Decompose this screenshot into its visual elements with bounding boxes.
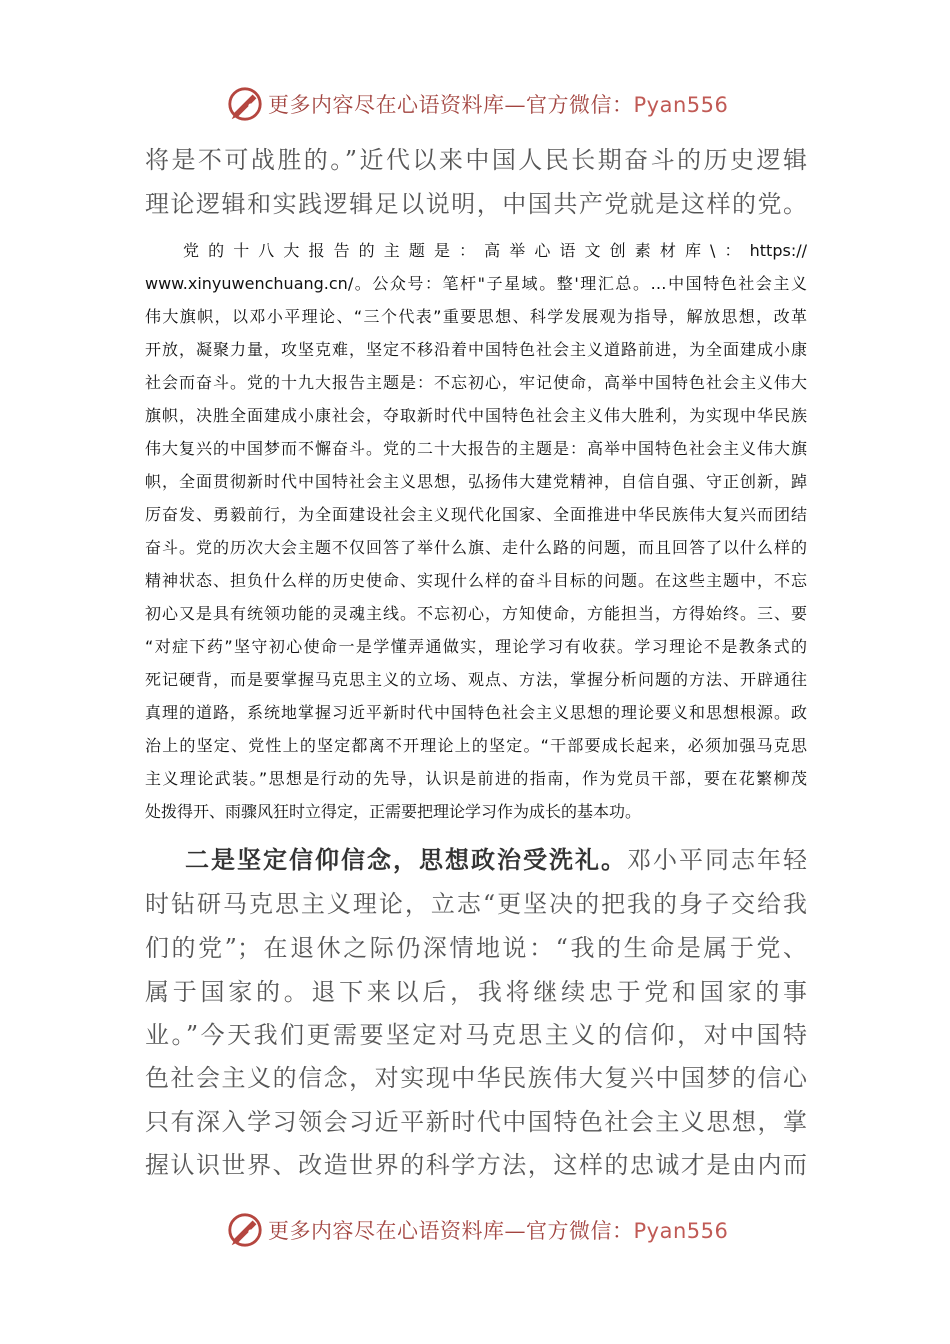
small-line: 治上的坚定、党性上的坚定都离不开理论上的坚定。“干部要成长起来，必须加强马克思 [145, 736, 807, 755]
body-line: 将是不可战胜的。”近代以来中国人民长期奋斗的历史逻辑 [145, 146, 807, 174]
small-line: www.xinyuwenchuang.cn/。公众号：笔杆"子星域。整'理汇总。…中国特色社会主义 [145, 274, 807, 293]
body-line: 理论逻辑和实践逻辑足以说明，中国共产党就是这样的党。 [145, 190, 807, 218]
footer-banner [226, 1210, 728, 1250]
small-line: 帜，全面贯彻新时代中国特社会主义思想，弘扬伟大建党精神，自信自强、守正创新，踔 [145, 472, 807, 491]
small-line: 社会而奋斗。党的十九大报告主题是：不忘初心，牢记使命，高举中国特色社会主义伟大 [145, 373, 807, 392]
small-line: “对症下药”坚守初心使命一是学懂弄通做实，理论学习有收获。学习理论不是教条式的 [145, 637, 807, 656]
banner-handle: Pyan556 [633, 1219, 729, 1243]
small-line: 奋斗。党的历次大会主题不仅回答了举什么旗、走什么路的问题，而且回答了以什么样的 [145, 538, 807, 557]
body-line: 只有深入学习领会习近平新时代中国特色社会主义思想，掌 [145, 1108, 807, 1136]
body-line: 时钻研马克思主义理论，立志“更坚决的把我的身子交给我 [145, 890, 807, 918]
small-line: 初心又是具有统领功能的灵魂主线。不忘初心，方知使命，方能担当，方得始终。三、要 [145, 604, 807, 623]
small-line: 处拨得开、雨骤风狂时立得定，正需要把理论学习作为成长的基本功。 [145, 802, 642, 821]
banner-text: 更多内容尽在心语资料库—官方微信：Pyan556 [268, 93, 729, 117]
section-heading: 二是坚定信仰信念，思想政治受洗礼。 [185, 845, 627, 874]
pen-logo-icon [226, 85, 264, 123]
section-first-line-text: 邓小平同志年轻 [627, 846, 807, 874]
small-line: 真理的道路，系统地掌握习近平新时代中国特色社会主义思想的理论要义和思想根源。政 [145, 703, 807, 722]
small-line: 主义理论武装。”思想是行动的先导，认识是前进的指南，作为党员干部，要在花繁柳茂 [145, 769, 807, 788]
small-line: 党的十八大报告的主题是：高举心语文创素材库\：https:// [183, 241, 807, 260]
banner-text: 更多内容尽在心语资料库—官方微信：Pyan556 [268, 1219, 729, 1243]
pen-logo-icon [226, 1211, 264, 1249]
body-line: 握认识世界、改造世界的科学方法，这样的忠诚才是由内而 [145, 1151, 807, 1179]
small-line: 开放，凝聚力量，攻坚克难，坚定不移沿着中国特色社会主义道路前进，为全面建成小康 [145, 340, 807, 359]
body-line: 属于国家的。退下来以后，我将继续忠于党和国家的事 [145, 978, 807, 1006]
small-line: 精神状态、担负什么样的历史使命、实现什么样的奋斗目标的问题。在这些主题中，不忘 [145, 571, 807, 590]
header-banner [226, 84, 728, 124]
inserted-paragraph [145, 234, 807, 828]
body-line: 色社会主义的信念，对实现中华民族伟大复兴中国梦的信心 [145, 1064, 807, 1092]
banner-handle: Pyan556 [633, 93, 729, 117]
body-line: 业。”今天我们更需要坚定对马克思主义的信仰，对中国特 [145, 1021, 807, 1049]
section-two-first-line [145, 838, 807, 882]
body-line: 们的党”；在退休之际仍深情地说：“我的生命是属于党、 [145, 934, 807, 962]
small-line: 死记硬背，而是要掌握马克思主义的立场、观点、方法，掌握分析问题的方法、开辟通往 [145, 670, 807, 689]
small-line: 伟大旗帜，以邓小平理论、“三个代表”重要思想、科学发展观为指导，解放思想，改革 [145, 307, 807, 326]
small-line: 旗帜，决胜全面建成小康社会，夺取新时代中国特色社会主义伟大胜利，为实现中华民族 [145, 406, 807, 425]
small-line: 厉奋发、勇毅前行，为全面建设社会主义现代化国家、全面推进中华民族伟大复兴而团结 [145, 505, 807, 524]
small-line: 伟大复兴的中国梦而不懈奋斗。党的二十大报告的主题是：高举中国特色社会主义伟大旗 [145, 439, 807, 458]
